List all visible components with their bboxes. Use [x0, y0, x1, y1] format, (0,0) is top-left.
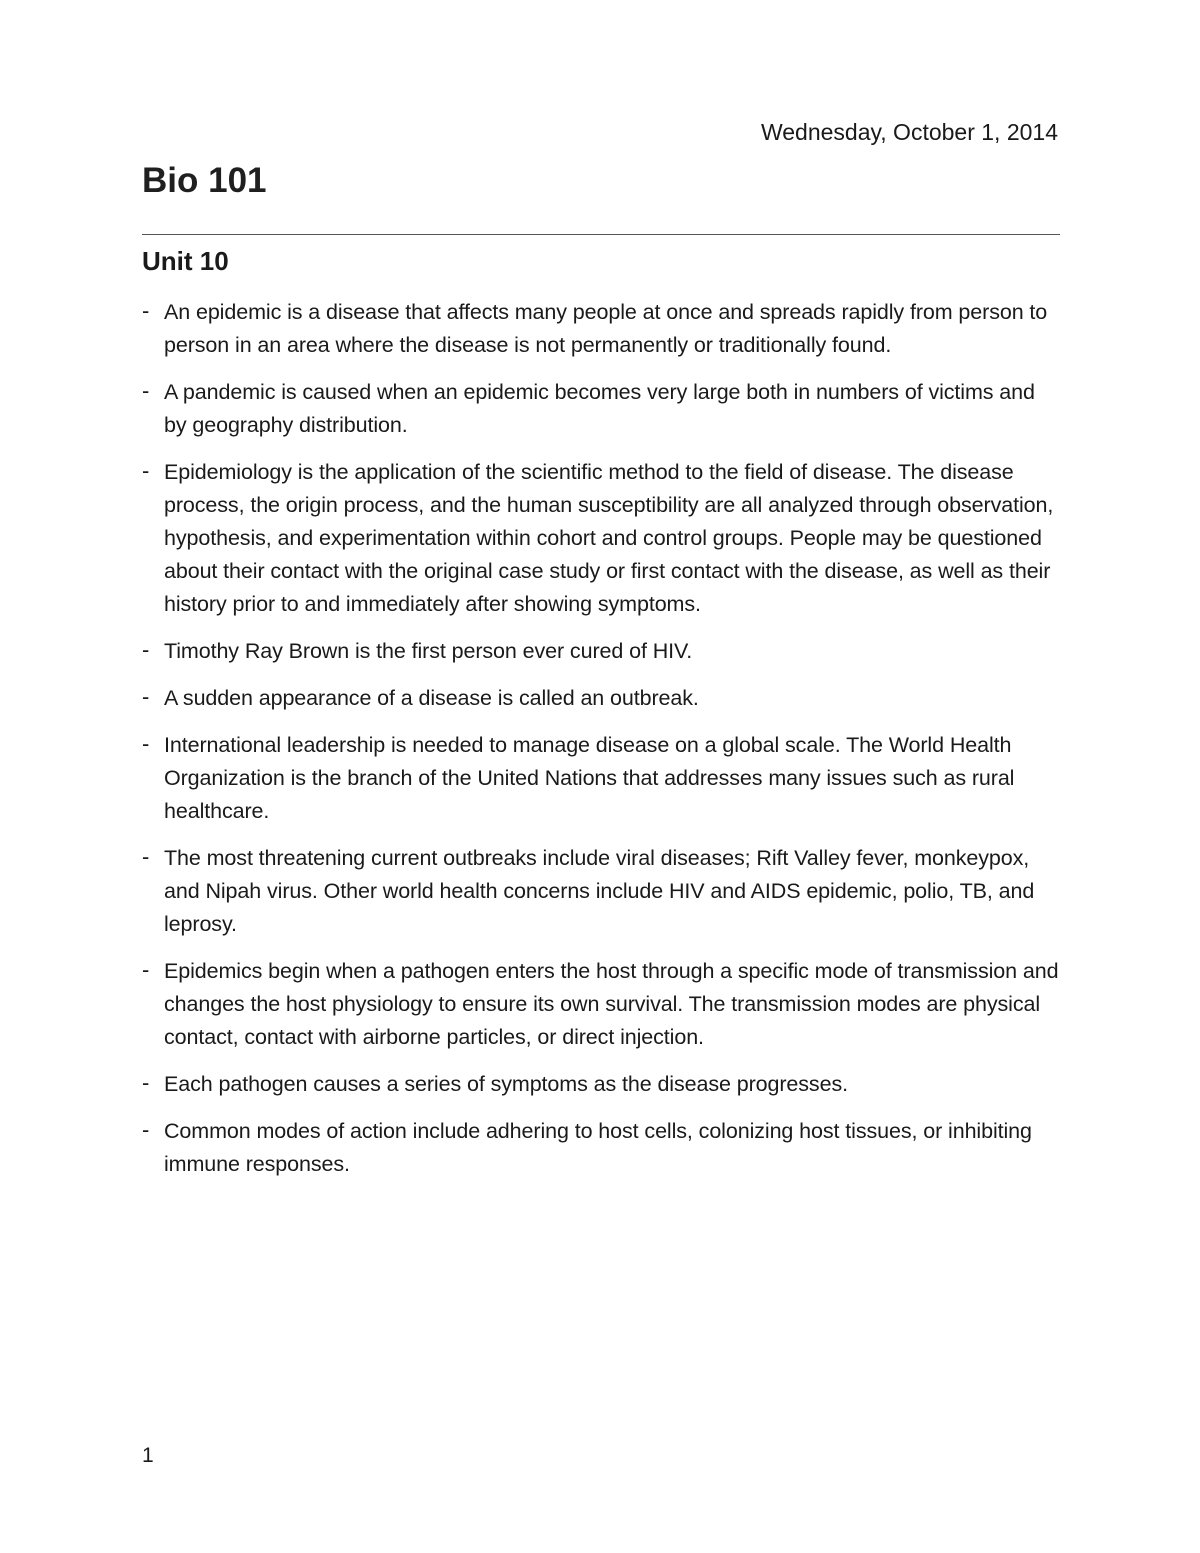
page-number: 1 — [142, 1444, 154, 1467]
list-item — [142, 376, 1060, 442]
list-item — [142, 1115, 1060, 1181]
document-date: Wednesday, October 1, 2014 — [760, 119, 1058, 145]
list-item — [142, 1068, 1060, 1101]
notes-list — [142, 296, 1060, 1195]
bullet-dash: - — [142, 684, 150, 709]
bullet-dash: - — [142, 1117, 150, 1142]
list-item — [142, 729, 1060, 828]
note-text: International leadership is needed to manage disease on a global scale. The World Health Organization is the branch of the United Nations that addresses many issues such as rural healthcare. — [164, 733, 1015, 823]
list-item — [142, 682, 1060, 715]
note-text: The most threatening current outbreaks include viral diseases; Rift Valley fever, monkeypox, and Nipah virus. Other world health concerns include HIV and AIDS epidemic, polio, TB, and leprosy. — [164, 846, 1035, 936]
bullet-dash: - — [142, 637, 150, 662]
page-title: Bio 101 — [142, 161, 267, 200]
note-text: Each pathogen causes a series of symptoms as the disease progresses. — [164, 1072, 848, 1096]
list-item — [142, 955, 1060, 1054]
note-text: Epidemiology is the application of the scientific method to the field of disease. The disease process, the origin process, and the human susceptibility are all analyzed through observation, hypothesis, and experimentation within cohort and control groups. People may be questioned about their contact with the original case study or first contact with the disease, as well as their history prior to and immediately after showing symptoms. — [164, 460, 1054, 616]
bullet-dash: - — [142, 957, 150, 982]
note-text: A sudden appearance of a disease is called an outbreak. — [164, 686, 699, 710]
bullet-dash: - — [142, 298, 150, 323]
bullet-dash: - — [142, 844, 150, 869]
list-item — [142, 842, 1060, 941]
bullet-dash: - — [142, 1070, 150, 1095]
note-text: Epidemics begin when a pathogen enters the host through a specific mode of transmission and changes the host physiology to ensure its own survival. The transmission modes are physical contact, contact with airborne particles, or direct injection. — [164, 959, 1059, 1049]
note-text: Timothy Ray Brown is the first person ever cured of HIV. — [164, 639, 693, 663]
section-heading: Unit 10 — [142, 246, 229, 276]
note-text: Common modes of action include adhering to host cells, colonizing host tissues, or inhibiting immune responses. — [164, 1119, 1032, 1176]
list-item — [142, 296, 1060, 362]
list-item — [142, 456, 1060, 621]
bullet-dash: - — [142, 731, 150, 756]
list-item — [142, 635, 1060, 668]
title-divider — [142, 234, 1060, 235]
bullet-dash: - — [142, 458, 150, 483]
bullet-dash: - — [142, 378, 150, 403]
note-text: An epidemic is a disease that affects many people at once and spreads rapidly from person to person in an area where the disease is not permanently or traditionally found. — [164, 300, 1048, 357]
note-text: A pandemic is caused when an epidemic becomes very large both in numbers of victims and by geography distribution. — [164, 380, 1035, 437]
